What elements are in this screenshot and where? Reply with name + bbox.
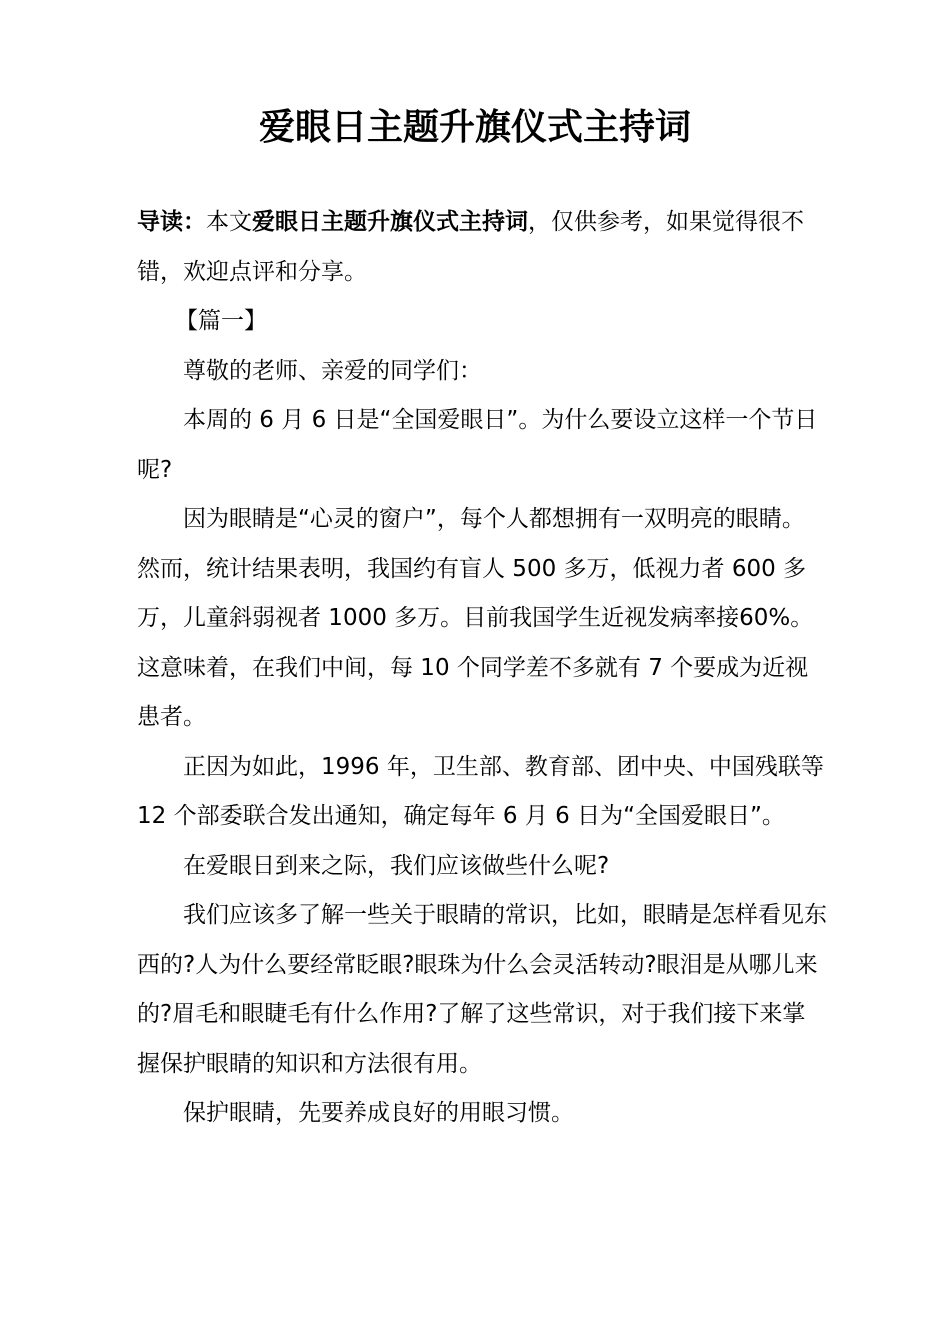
paragraph-history-1: 正因为如此，1996 年，卫生部、教育部、团中央、中国残联等 [183,753,824,780]
paragraph-eye-day: 本周的 6 月 6 日是“全国爱眼日”。为什么要设立这样一个节日呢? [137,407,818,483]
document-body [137,198,827,1139]
paragraph-greeting: 尊敬的老师、亲爱的同学们： [183,357,482,384]
intro-paragraph [137,198,827,297]
intro-lead-label: 导读： [137,209,206,235]
paragraph-knowledge: 我们应该多了解一些关于眼睛的常识，比如，眼睛是怎样看见东西的?人为什么要经常眨眼?眼珠为什么会灵活转动?眼泪是从哪儿来的?眉毛和眼睫毛有什么作用?了解了这些常识，对于我们接下来掌握保护眼睛的知识和方法很有用。 [137,902,827,1077]
section-heading: 【篇一】 [175,308,267,334]
intro-bold-title: 爱眼日主题升旗仪式主持词 [252,209,528,235]
paragraph-statistics: 因为眼睛是“心灵的窗户”，每个人都想拥有一双明亮的眼睛。然而，统计结果表明，我国约有盲人 500 多万，低视力者 600 多万，儿童斜弱视者 1000 多万。目前我国学生近视发病率接60%。这意味着，在我们中间，每 10 个同学差不多就有 7 个要成为近视患者。 [137,506,814,730]
paragraph-history-2: 12 个部委联合发出通知，确定每年 6 月 6 日为“全国爱眼日”。 [137,803,785,829]
intro-text-1: 本文 [206,209,252,235]
intro-text-2: ，仅供参考，如果觉得很不错，欢迎点评和分享。 [137,209,804,285]
paragraph-habits: 保护眼睛，先要养成良好的用眼习惯。 [183,1100,574,1126]
paragraph-question: 在爱眼日到来之际，我们应该做些什么呢? [183,852,610,879]
document-title: 爱眼日主题升旗仪式主持词 [258,107,691,148]
